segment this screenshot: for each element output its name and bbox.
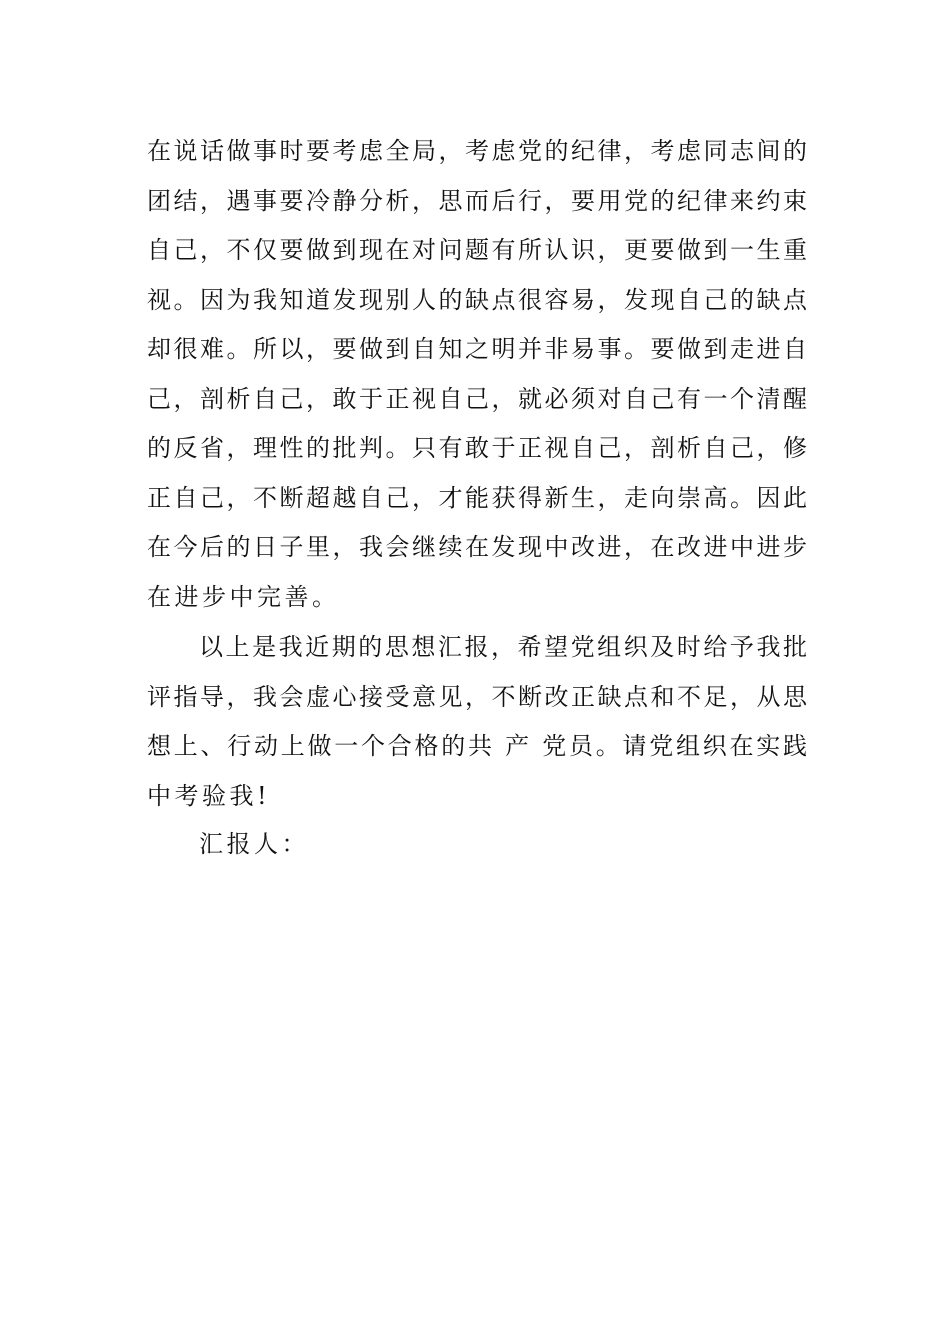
text-line: 团结，遇事要冷静分析，思而后行，要用党的纪律来约束 <box>147 186 807 215</box>
paragraph-self-reflection <box>147 127 807 622</box>
signature-block <box>147 820 807 870</box>
text-line: 在今后的日子里，我会继续在发现中改进，在改进中进步 <box>147 533 807 561</box>
text-line: 评指导，我会虚心接受意见，不断改正缺点和不足，从思 <box>147 682 807 711</box>
text-line: 中考验我! <box>147 781 271 810</box>
text-line: 以上是我近期的思想汇报，希望党组织及时给予我批 <box>199 633 807 661</box>
text-line: 己，剖析自己，敢于正视自己，就必须对自己有一个清醒 <box>147 384 807 413</box>
text-line: 自己，不仅要做到现在对问题有所认识，更要做到一生重 <box>147 236 807 264</box>
text-line: 在进步中完善。 <box>147 582 340 611</box>
signature-label: 汇报人： <box>199 830 309 858</box>
text-line: 想上、行动上做一个合格的共 产 党员。请党组织在实践 <box>147 732 807 760</box>
text-line: 正自己，不断超越自己，才能获得新生，走向崇高。因此 <box>147 483 807 512</box>
paragraph-conclusion <box>147 623 807 821</box>
text-line: 视。因为我知道发现别人的缺点很容易，发现自己的缺点 <box>147 285 807 314</box>
text-line: 在说话做事时要考虑全局，考虑党的纪律，考虑同志间的 <box>147 137 807 165</box>
text-line: 的反省，理性的批判。只有敢于正视自己，剖析自己，修 <box>147 434 807 462</box>
text-line: 却很难。所以，要做到自知之明并非易事。要做到走进自 <box>147 335 807 363</box>
